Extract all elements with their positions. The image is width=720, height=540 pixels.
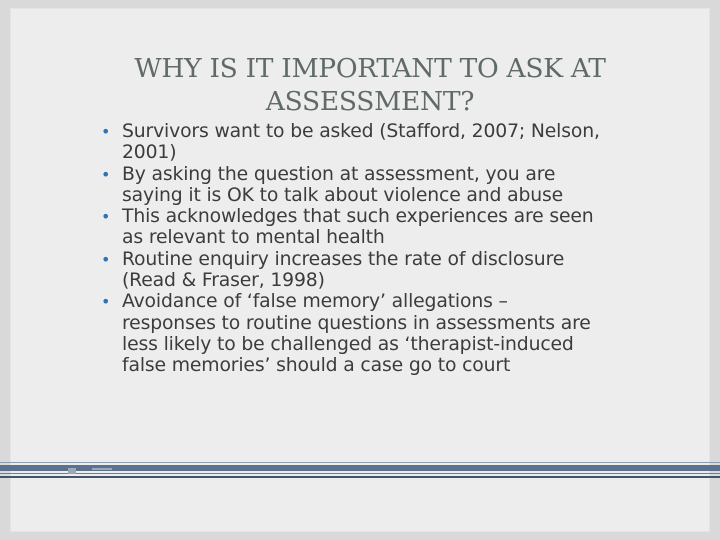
bullet-text-line: responses to routine questions in assessments are [122, 312, 591, 334]
bullet-text-line: This acknowledges that such experiences are seen [122, 206, 594, 228]
bullet-text-line: saying it is OK to talk about violence and abuse [122, 184, 564, 206]
slide-title [120, 52, 620, 118]
bullet-text-line: Avoidance of ‘false memory’ allegations – [122, 291, 508, 313]
footer-divider-line [0, 462, 720, 463]
footer-mark [92, 468, 112, 470]
title-line: ASSESSMENT? [265, 86, 475, 117]
bullet-item [101, 291, 719, 377]
bullet-text-line: Routine enquiry increases the rate of disclosure [122, 248, 565, 270]
footer-decoration [68, 468, 128, 480]
bullet-icon: • [101, 164, 111, 184]
bullet-text-line: less likely to be challenged as ‘therapist-induced [122, 333, 574, 355]
bullet-item [101, 248, 719, 292]
bullet-text-line: (Read & Fraser, 1998) [122, 270, 325, 292]
title-line: WHY IS IT IMPORTANT TO ASK AT [134, 53, 606, 84]
bullet-icon: • [101, 122, 111, 141]
bullet-item [101, 206, 719, 249]
bullet-text-line: false memories’ should a case go to court [122, 355, 511, 377]
bullet-icon: • [101, 249, 111, 269]
bullet-text-line: as relevant to mental health [122, 227, 385, 249]
bullet-icon: • [101, 207, 111, 227]
bullet-text-line: 2001) [122, 142, 177, 164]
footer-mark [68, 468, 76, 474]
bullet-icon: • [101, 292, 111, 312]
bullet-text-line: By asking the question at assessment, you are [122, 163, 556, 185]
bullet-list [101, 121, 719, 377]
bullet-item [101, 163, 719, 207]
bullet-text-line: Survivors want to be asked (Stafford, 2007; Nelson, [122, 121, 600, 142]
bullet-item [101, 121, 719, 164]
